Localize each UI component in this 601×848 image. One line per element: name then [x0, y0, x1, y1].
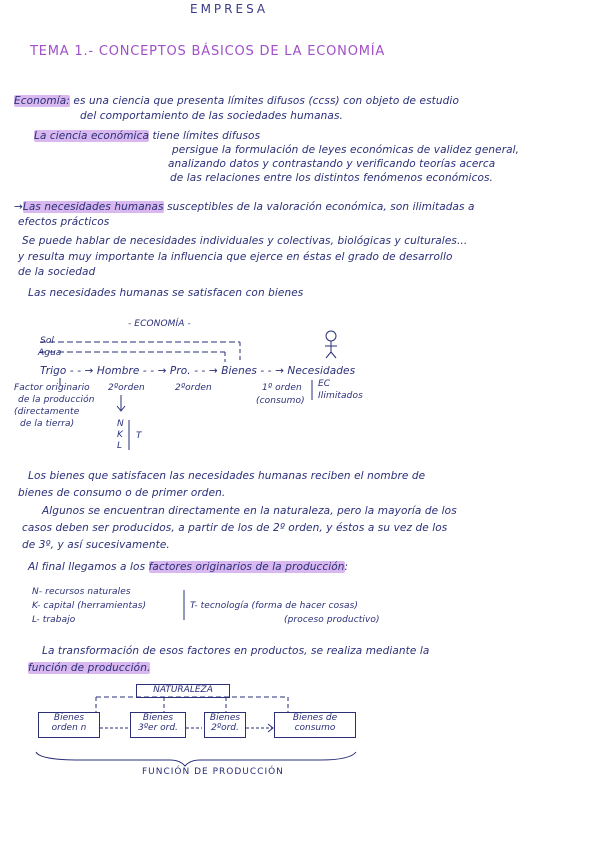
needs-line-2: efectos prácticos	[18, 216, 110, 228]
diagram1-l: L	[117, 441, 123, 451]
term-factores: factores originarios de la producción	[148, 561, 345, 573]
box-bienes-3	[130, 712, 186, 738]
box-bienes-2	[204, 712, 246, 738]
goods-line-1: Los bienes que satisfacen las necesidades humanas reciben el nombre de	[28, 470, 426, 482]
diagram1-n: N	[117, 419, 124, 429]
diagram1-orden-a: 2ºorden	[108, 383, 145, 393]
diagram1-factor-3: (directamente	[14, 407, 80, 417]
box-1-line-a: Bienes	[53, 713, 85, 723]
diagram1-pro: Pro.	[169, 365, 191, 377]
needs-line-3: Se puede hablar de necesidades individuales y colectivas, biológicas y culturales...	[22, 235, 468, 247]
intro-sub-text: tiene límites difusos	[152, 130, 261, 142]
goods-line-6a: Al final llegamos a los	[28, 561, 146, 573]
intro-line-2: del comportamiento de las sociedades humanas.	[80, 110, 343, 122]
diagram2-caption: FUNCIÓN DE PRODUCCIÓN	[142, 767, 284, 777]
needs-line-6: Las necesidades humanas se satisfacen con bienes	[28, 287, 304, 299]
box-2-line-b: 3ºer ord.	[138, 723, 178, 733]
goods-line-7: La transformación de esos factores en productos, se realiza mediante la	[42, 645, 430, 657]
diagram1-agua: Agua	[38, 348, 62, 358]
factor-t: T- tecnología (forma de hacer cosas)	[190, 601, 359, 611]
goods-line-2: bienes de consumo o de primer orden.	[18, 487, 226, 499]
diagram1-orden-b: 2ºorden	[175, 383, 212, 393]
intro-list-3: de las relaciones entre los distintos fenómenos económicos.	[170, 172, 493, 184]
box-4-line-a: Bienes de	[292, 713, 338, 723]
diagram1-t: T	[136, 431, 142, 441]
arrow-glyph: →	[14, 201, 23, 213]
factor-l: L- trabajo	[32, 615, 76, 625]
needs-text-1: susceptibles de la valoración económica, son ilimitadas a	[167, 201, 475, 213]
diagram1-consumo: (consumo)	[256, 396, 305, 406]
box-bienes-orden-n	[38, 712, 100, 738]
factor-t-2: (proceso productivo)	[284, 615, 380, 625]
diagram1-title: - ECONOMÍA -	[128, 319, 191, 329]
goods-line-8	[28, 662, 150, 674]
page-title: TEMA 1.- CONCEPTOS BÁSICOS DE LA ECONOMÍA	[30, 44, 386, 59]
needs-line-5: de la sociedad	[18, 266, 96, 278]
intro-list-2: analizando datos y contrastando y verificando teorías acerca	[168, 158, 496, 170]
needs-line-4: y resulta muy importante la influencia que ejerce en éstas el grado de desarrollo	[18, 251, 453, 263]
intro-list-1: persigue la formulación de leyes económicas de validez general,	[172, 144, 520, 156]
diagram1-necesidades: Necesidades	[287, 365, 356, 377]
box-4-line-b: consumo	[294, 723, 336, 733]
goods-line-3: Algunos se encuentran directamente en la naturaleza, pero la mayoría de los	[42, 505, 457, 517]
intro-text-1: es una ciencia que presenta límites difusos (ccss) con objeto de estudio	[73, 95, 459, 107]
page-header: EMPRESA	[190, 2, 269, 16]
box-bienes-consumo	[274, 712, 356, 738]
goods-line-5: de 3º, y así sucesivamente.	[22, 539, 170, 551]
term-necesidades: Las necesidades humanas	[22, 201, 164, 213]
diagram1-factor-2: de la producción	[18, 395, 95, 405]
diagram1-hombre: Hombre	[96, 365, 140, 377]
diagram1-trigo: Trigo	[40, 365, 67, 377]
diagram1-orden-1: 1º orden	[262, 383, 302, 393]
factor-n: N- recursos naturales	[32, 587, 131, 597]
factor-k: K- capital (herramientas)	[32, 601, 147, 611]
diagram1-sol: Sol	[40, 336, 55, 346]
term-funcion: función de producción.	[28, 662, 151, 674]
box-1-line-b: orden n	[51, 723, 87, 733]
box-3-line-a: Bienes	[209, 713, 241, 723]
box-3-line-b: 2ºord.	[211, 723, 239, 733]
diagram1-bienes: Bienes	[221, 365, 257, 377]
diagram1-chain: Trigo - - → Hombre - - → Pro. - - → Bienes - - → Necesidades	[40, 365, 356, 377]
diagram1-factor-1: Factor originario	[14, 383, 90, 393]
diagram1-ilimitados: Ilimitados	[318, 391, 363, 401]
goods-line-4: casos deben ser producidos, a partir de los de 2º orden, y éstos a su vez de los	[22, 522, 448, 534]
term-economia: Economía:	[14, 95, 70, 107]
term-ciencia: La ciencia económica	[34, 130, 149, 142]
diagram1-k: K	[117, 430, 124, 440]
diagram1-factor-4: de la tierra)	[20, 419, 75, 429]
box-2-line-a: Bienes	[142, 713, 174, 723]
goods-line-6: Al final llegamos a los factores originarios de la producción:	[28, 561, 349, 573]
diagram1-ec: EC	[318, 379, 331, 389]
box-naturaleza: NATURALEZA	[136, 684, 230, 698]
